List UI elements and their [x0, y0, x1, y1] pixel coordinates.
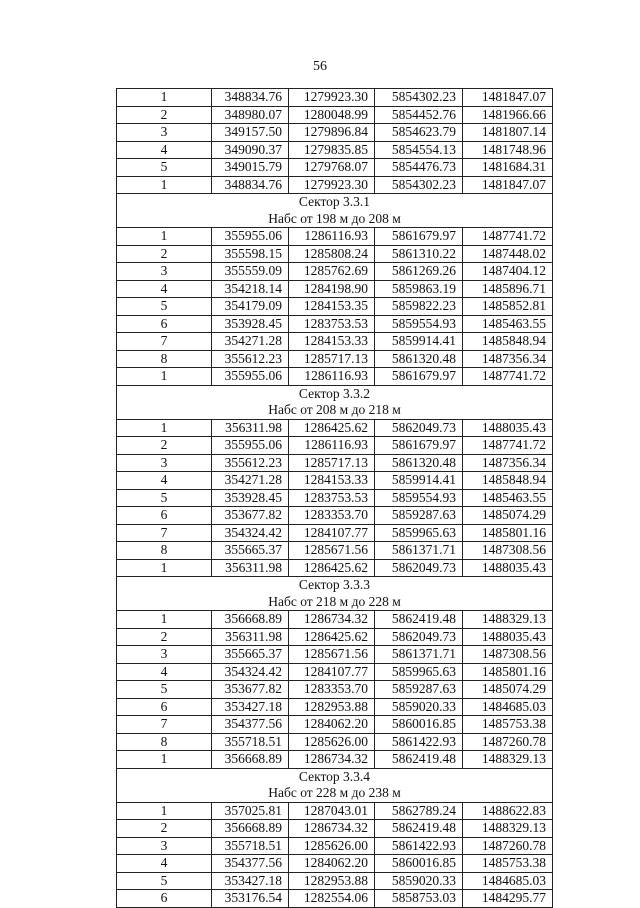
coordinate-cell: 1279835.85: [289, 141, 375, 159]
coordinate-cell: 1284107.77: [289, 524, 375, 542]
coordinate-cell: 1285626.00: [289, 733, 375, 751]
coordinate-cell: 353928.45: [212, 489, 289, 507]
sector-range: [117, 594, 553, 611]
coordinate-cell: 1287043.01: [289, 802, 375, 820]
coordinate-cell: 5859914.41: [375, 472, 463, 490]
coordinate-cell: 5862789.24: [375, 802, 463, 820]
coordinate-cell: 354218.14: [212, 280, 289, 298]
coordinate-cell: 1485753.38: [463, 716, 553, 734]
table-row: [117, 628, 553, 646]
coordinate-cell: 1485801.16: [463, 524, 553, 542]
coordinate-cell: 1286116.93: [289, 437, 375, 455]
point-number-cell: 2: [117, 245, 212, 263]
coordinate-cell: 355955.06: [212, 368, 289, 386]
coordinate-cell: 353427.18: [212, 698, 289, 716]
coordinate-cell: 1285626.00: [289, 837, 375, 855]
coordinate-cell: 5862049.73: [375, 628, 463, 646]
coordinate-cell: 1285717.13: [289, 454, 375, 472]
coordinate-cell: 1279896.84: [289, 124, 375, 142]
coordinates-table: [116, 88, 553, 908]
coordinate-cell: 1286425.62: [289, 419, 375, 437]
coordinate-cell: 355665.37: [212, 646, 289, 664]
coordinate-cell: 349157.50: [212, 124, 289, 142]
coordinate-cell: 1285671.56: [289, 646, 375, 664]
sector-header: [117, 577, 553, 594]
table-row: [117, 228, 553, 246]
coordinate-cell: 1488329.13: [463, 751, 553, 769]
coordinate-cell: 353427.18: [212, 872, 289, 890]
sector-title: Сектор 3.3.3: [117, 577, 553, 594]
coordinate-cell: 5854302.23: [375, 89, 463, 107]
table-row: [117, 159, 553, 177]
sector-range: [117, 211, 553, 228]
coordinate-cell: 5861422.93: [375, 837, 463, 855]
coordinate-cell: 356311.98: [212, 628, 289, 646]
table-row: [117, 751, 553, 769]
coordinate-cell: 356668.89: [212, 820, 289, 838]
coordinate-cell: 1485753.38: [463, 855, 553, 873]
point-number-cell: 5: [117, 159, 212, 177]
point-number-cell: 5: [117, 298, 212, 316]
coordinate-cell: 1284153.33: [289, 333, 375, 351]
table-row: [117, 507, 553, 525]
point-number-cell: 6: [117, 315, 212, 333]
point-number-cell: 2: [117, 628, 212, 646]
sector-range-text: Набс от 218 м до 228 м: [117, 594, 553, 611]
coordinate-cell: 353928.45: [212, 315, 289, 333]
table-row: [117, 820, 553, 838]
table-row: [117, 368, 553, 386]
coordinate-cell: 1485074.29: [463, 681, 553, 699]
coordinate-cell: 1487741.72: [463, 437, 553, 455]
point-number-cell: 4: [117, 663, 212, 681]
coordinate-cell: 1487741.72: [463, 228, 553, 246]
coordinate-cell: 1284153.35: [289, 298, 375, 316]
coordinate-cell: 1285762.69: [289, 263, 375, 281]
point-number-cell: 3: [117, 646, 212, 664]
point-number-cell: 4: [117, 280, 212, 298]
point-number-cell: 7: [117, 716, 212, 734]
coordinate-cell: 5859914.41: [375, 333, 463, 351]
sector-title: Сектор 3.3.4: [117, 768, 553, 785]
coordinate-cell: 1286734.32: [289, 751, 375, 769]
sector-range-text: Набс от 198 м до 208 м: [117, 211, 553, 228]
coordinate-cell: 1487356.34: [463, 350, 553, 368]
table-row: [117, 280, 553, 298]
coordinate-cell: 5859554.93: [375, 315, 463, 333]
point-number-cell: 5: [117, 681, 212, 699]
coordinate-cell: 1283353.70: [289, 681, 375, 699]
coordinate-cell: 354377.56: [212, 855, 289, 873]
table-row: [117, 419, 553, 437]
coordinate-cell: 1282554.06: [289, 890, 375, 908]
sector-title: Сектор 3.3.2: [117, 385, 553, 402]
coordinate-cell: 5861269.26: [375, 263, 463, 281]
coordinate-cell: 1481847.07: [463, 89, 553, 107]
coordinate-cell: 356311.98: [212, 419, 289, 437]
coordinate-cell: 5862419.48: [375, 611, 463, 629]
point-number-cell: 1: [117, 176, 212, 194]
point-number-cell: 2: [117, 820, 212, 838]
point-number-cell: 5: [117, 489, 212, 507]
coordinate-cell: 1481684.31: [463, 159, 553, 177]
coordinate-cell: 1286116.93: [289, 368, 375, 386]
coordinate-cell: 1487356.34: [463, 454, 553, 472]
table-row: [117, 89, 553, 107]
coordinate-cell: 5859863.19: [375, 280, 463, 298]
table-row: [117, 472, 553, 490]
coordinate-cell: 1488329.13: [463, 611, 553, 629]
point-number-cell: 8: [117, 733, 212, 751]
coordinate-cell: 348834.76: [212, 176, 289, 194]
coordinate-cell: 1485463.55: [463, 489, 553, 507]
coordinate-cell: 1283753.53: [289, 489, 375, 507]
coordinate-cell: 353677.82: [212, 681, 289, 699]
coordinate-cell: 5859020.33: [375, 872, 463, 890]
coordinate-cell: 1488329.13: [463, 820, 553, 838]
coordinate-cell: 5859554.93: [375, 489, 463, 507]
point-number-cell: 6: [117, 507, 212, 525]
coordinate-cell: 1285671.56: [289, 542, 375, 560]
coordinate-cell: 348834.76: [212, 89, 289, 107]
table-row: [117, 524, 553, 542]
coordinate-cell: 356311.98: [212, 559, 289, 577]
table-row: [117, 333, 553, 351]
table-row: [117, 489, 553, 507]
point-number-cell: 6: [117, 890, 212, 908]
table-row: [117, 315, 553, 333]
coordinate-cell: 1284153.33: [289, 472, 375, 490]
coordinate-cell: 5861310.22: [375, 245, 463, 263]
coordinate-cell: 1488035.43: [463, 559, 553, 577]
coordinate-cell: 356668.89: [212, 611, 289, 629]
coordinate-cell: 1481748.96: [463, 141, 553, 159]
page-number: 56: [313, 59, 327, 74]
point-number-cell: 1: [117, 611, 212, 629]
coordinate-cell: 5862419.48: [375, 751, 463, 769]
coordinate-cell: 1487260.78: [463, 733, 553, 751]
point-number-cell: 1: [117, 751, 212, 769]
point-number-cell: 1: [117, 419, 212, 437]
coordinate-cell: 353677.82: [212, 507, 289, 525]
table-row: [117, 872, 553, 890]
point-number-cell: 3: [117, 837, 212, 855]
coordinate-cell: 1279923.30: [289, 176, 375, 194]
coordinate-cell: 1282953.88: [289, 872, 375, 890]
point-number-cell: 4: [117, 141, 212, 159]
coordinate-cell: 349015.79: [212, 159, 289, 177]
point-number-cell: 7: [117, 333, 212, 351]
coordinate-cell: 355598.15: [212, 245, 289, 263]
table-row: [117, 802, 553, 820]
coordinate-cell: 1488622.83: [463, 802, 553, 820]
coordinate-cell: 354324.42: [212, 524, 289, 542]
coordinate-cell: 354377.56: [212, 716, 289, 734]
coordinate-cell: 5861679.97: [375, 228, 463, 246]
coordinate-cell: 5854623.79: [375, 124, 463, 142]
table-row: [117, 350, 553, 368]
table-row: [117, 681, 553, 699]
coordinate-cell: 356668.89: [212, 751, 289, 769]
coordinate-cell: 1487404.12: [463, 263, 553, 281]
coordinate-cell: 5861679.97: [375, 368, 463, 386]
point-number-cell: 3: [117, 124, 212, 142]
point-number-cell: 2: [117, 106, 212, 124]
coordinate-cell: 1488035.43: [463, 628, 553, 646]
coordinate-cell: 5861320.48: [375, 350, 463, 368]
coordinate-cell: 5854554.13: [375, 141, 463, 159]
coordinate-cell: 348980.07: [212, 106, 289, 124]
coordinate-cell: 354324.42: [212, 663, 289, 681]
table-row: [117, 124, 553, 142]
coordinate-cell: 1485848.94: [463, 472, 553, 490]
table-row: [117, 263, 553, 281]
coordinate-cell: 355718.51: [212, 733, 289, 751]
coordinate-cell: 5862049.73: [375, 559, 463, 577]
coordinate-cell: 1286425.62: [289, 628, 375, 646]
coordinate-cell: 5859965.63: [375, 524, 463, 542]
coordinate-cell: 355612.23: [212, 350, 289, 368]
table-row: [117, 698, 553, 716]
coordinate-cell: 1279923.30: [289, 89, 375, 107]
coordinate-cell: 1284062.20: [289, 855, 375, 873]
coordinate-cell: 1286425.62: [289, 559, 375, 577]
sector-header: [117, 768, 553, 785]
table-row: [117, 733, 553, 751]
sector-range-text: Набс от 208 м до 218 м: [117, 402, 553, 419]
coordinate-cell: 1485896.71: [463, 280, 553, 298]
coordinate-cell: 355955.06: [212, 437, 289, 455]
coordinate-cell: 355955.06: [212, 228, 289, 246]
coordinate-cell: 5859287.63: [375, 507, 463, 525]
coordinate-cell: 1282953.88: [289, 698, 375, 716]
coordinate-cell: 1284062.20: [289, 716, 375, 734]
sector-range-text: Набс от 228 м до 238 м: [117, 785, 553, 802]
point-number-cell: 1: [117, 559, 212, 577]
point-number-cell: 8: [117, 350, 212, 368]
coordinate-cell: 5859965.63: [375, 663, 463, 681]
coordinate-cell: 5862419.48: [375, 820, 463, 838]
coordinate-cell: 355718.51: [212, 837, 289, 855]
table-row: [117, 454, 553, 472]
coordinate-cell: 1485852.81: [463, 298, 553, 316]
table-row: [117, 646, 553, 664]
coordinate-cell: 1283753.53: [289, 315, 375, 333]
table-row: [117, 611, 553, 629]
point-number-cell: 1: [117, 228, 212, 246]
point-number-cell: 3: [117, 263, 212, 281]
coordinate-cell: 5861422.93: [375, 733, 463, 751]
coordinate-cell: 354271.28: [212, 333, 289, 351]
coordinate-cell: 5860016.85: [375, 855, 463, 873]
sector-title: Сектор 3.3.1: [117, 194, 553, 211]
coordinate-cell: 5861371.71: [375, 646, 463, 664]
coordinate-cell: 354179.09: [212, 298, 289, 316]
coordinate-cell: 5859287.63: [375, 681, 463, 699]
point-number-cell: 2: [117, 437, 212, 455]
coordinate-cell: 1481966.66: [463, 106, 553, 124]
coordinate-cell: 1286734.32: [289, 611, 375, 629]
table-row: [117, 176, 553, 194]
coordinate-cell: 353176.54: [212, 890, 289, 908]
sector-range: [117, 785, 553, 802]
coordinate-cell: 1484295.77: [463, 890, 553, 908]
point-number-cell: 4: [117, 472, 212, 490]
coordinate-cell: 5861679.97: [375, 437, 463, 455]
table-row: [117, 663, 553, 681]
coordinate-cell: 1485848.94: [463, 333, 553, 351]
coordinate-cell: 1285717.13: [289, 350, 375, 368]
coordinate-cell: 1284198.90: [289, 280, 375, 298]
coordinate-cell: 5861371.71: [375, 542, 463, 560]
coordinate-cell: 357025.81: [212, 802, 289, 820]
point-number-cell: 4: [117, 855, 212, 873]
coordinate-cell: 354271.28: [212, 472, 289, 490]
point-number-cell: 1: [117, 368, 212, 386]
table-row: [117, 559, 553, 577]
point-number-cell: 5: [117, 872, 212, 890]
table-row: [117, 855, 553, 873]
coordinate-cell: 1481807.14: [463, 124, 553, 142]
table-row: [117, 141, 553, 159]
point-number-cell: 8: [117, 542, 212, 560]
coordinate-cell: 1286116.93: [289, 228, 375, 246]
coordinate-cell: 5859822.23: [375, 298, 463, 316]
coordinate-cell: 1487260.78: [463, 837, 553, 855]
coordinates-table-body: [117, 89, 553, 908]
coordinate-cell: 355612.23: [212, 454, 289, 472]
table-row: [117, 890, 553, 908]
coordinate-cell: 1484685.03: [463, 698, 553, 716]
coordinate-cell: 1286734.32: [289, 820, 375, 838]
coordinate-cell: 5858753.03: [375, 890, 463, 908]
table-row: [117, 298, 553, 316]
sector-header: [117, 385, 553, 402]
coordinate-cell: 1484685.03: [463, 872, 553, 890]
coordinate-cell: 1485074.29: [463, 507, 553, 525]
point-number-cell: 6: [117, 698, 212, 716]
coordinate-cell: 5854302.23: [375, 176, 463, 194]
coordinate-cell: 1285808.24: [289, 245, 375, 263]
table-row: [117, 542, 553, 560]
table-row: [117, 106, 553, 124]
coordinate-cell: 1283353.70: [289, 507, 375, 525]
coordinate-cell: 355665.37: [212, 542, 289, 560]
sector-header: [117, 194, 553, 211]
coordinate-cell: 1487308.56: [463, 646, 553, 664]
point-number-cell: 3: [117, 454, 212, 472]
coordinate-cell: 1284107.77: [289, 663, 375, 681]
point-number-cell: 1: [117, 89, 212, 107]
coordinate-cell: 1487448.02: [463, 245, 553, 263]
table-row: [117, 437, 553, 455]
point-number-cell: 7: [117, 524, 212, 542]
table-row: [117, 716, 553, 734]
table-row: [117, 837, 553, 855]
coordinate-cell: 5860016.85: [375, 716, 463, 734]
table-row: [117, 245, 553, 263]
coordinate-cell: 5862049.73: [375, 419, 463, 437]
coordinate-cell: 5854476.73: [375, 159, 463, 177]
coordinate-cell: 1485801.16: [463, 663, 553, 681]
coordinate-cell: 355559.09: [212, 263, 289, 281]
coordinate-cell: 5861320.48: [375, 454, 463, 472]
coordinate-cell: 5859020.33: [375, 698, 463, 716]
coordinate-cell: 1488035.43: [463, 419, 553, 437]
coordinate-cell: 1279768.07: [289, 159, 375, 177]
coordinate-cell: 349090.37: [212, 141, 289, 159]
point-number-cell: 1: [117, 802, 212, 820]
coordinate-cell: 1280048.99: [289, 106, 375, 124]
coordinate-cell: 5854452.76: [375, 106, 463, 124]
sector-range: [117, 402, 553, 419]
coordinate-cell: 1485463.55: [463, 315, 553, 333]
coordinate-cell: 1481847.07: [463, 176, 553, 194]
coordinate-cell: 1487308.56: [463, 542, 553, 560]
coordinate-cell: 1487741.72: [463, 368, 553, 386]
